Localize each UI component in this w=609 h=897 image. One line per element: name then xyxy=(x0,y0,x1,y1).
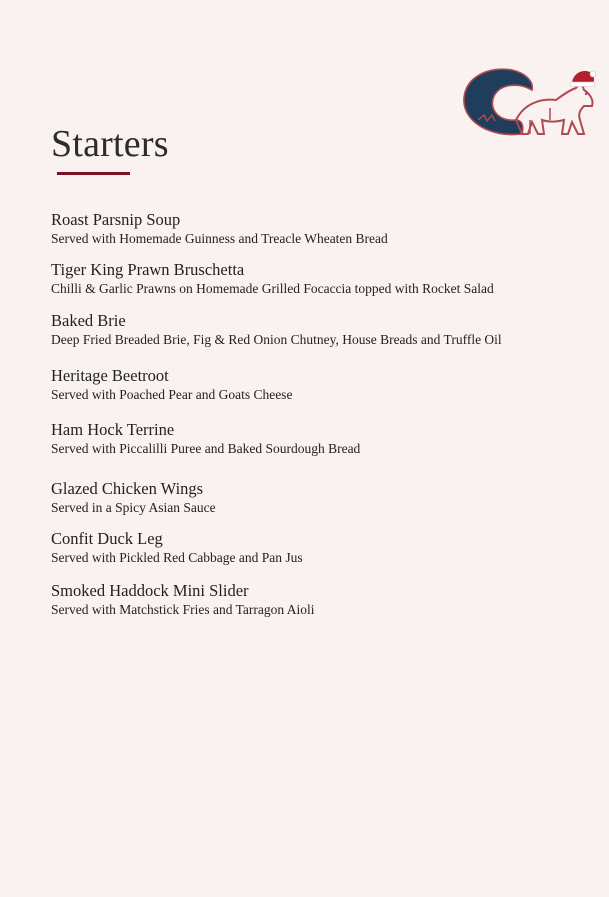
menu-item xyxy=(51,529,303,567)
menu-item xyxy=(51,479,216,517)
page-title: Starters xyxy=(51,123,169,165)
menu-item-name: Ham Hock Terrine xyxy=(51,420,175,439)
menu-item-name: Glazed Chicken Wings xyxy=(51,479,204,498)
menu-item-description: Served with Piccalilli Puree and Baked Sourdough Bread xyxy=(51,441,361,456)
menu-item-description: Served with Poached Pear and Goats Cheese xyxy=(51,387,293,402)
menu-item-name: Smoked Haddock Mini Slider xyxy=(51,581,249,600)
menu-item xyxy=(51,366,292,404)
menu-item-name: Tiger King Prawn Bruschetta xyxy=(51,260,245,279)
menu-item-name: Roast Parsnip Soup xyxy=(51,210,181,229)
menu-item-description: Served with Homemade Guinness and Treacle Wheaten Bread xyxy=(51,231,388,246)
menu-item xyxy=(51,210,388,248)
menu-item-description: Deep Fried Breaded Brie, Fig & Red Onion Chutney, House Breads and Truffle Oil xyxy=(51,332,502,347)
menu-item-name: Heritage Beetroot xyxy=(51,366,169,385)
menu-item-description: Served with Matchstick Fries and Tarragon Aioli xyxy=(51,602,315,617)
menu-item-name: Baked Brie xyxy=(51,311,126,330)
menu-item xyxy=(51,420,360,458)
menu-item-description: Served with Pickled Red Cabbage and Pan Jus xyxy=(51,550,303,565)
menu-item-description: Served in a Spicy Asian Sauce xyxy=(51,500,216,515)
title-underline xyxy=(57,172,130,175)
menu-item-description: Chilli & Garlic Prawns on Homemade Grilled Focaccia topped with Rocket Salad xyxy=(51,281,494,296)
menu-item-name: Confit Duck Leg xyxy=(51,529,163,548)
menu-item xyxy=(51,311,502,349)
menu-item xyxy=(51,581,315,619)
menu-item xyxy=(51,260,494,298)
fox-logo-icon xyxy=(460,64,600,140)
